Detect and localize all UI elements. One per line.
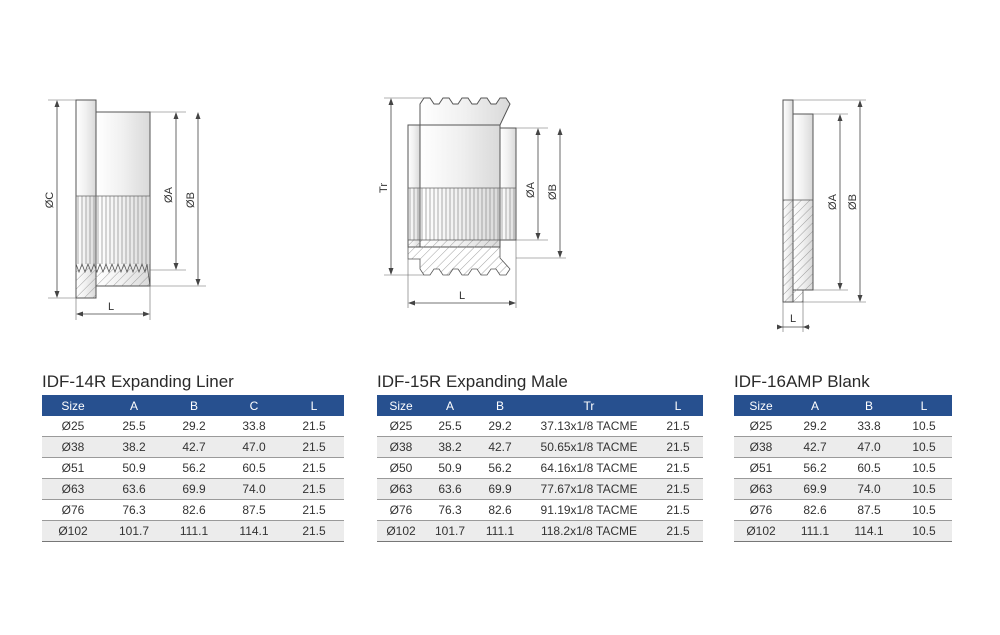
liner-title: IDF-14R Expanding Liner [42, 372, 234, 391]
male-title: IDF-15R Expanding Male [377, 372, 568, 391]
table-row [734, 416, 952, 437]
cell: 82.6 [164, 500, 224, 521]
cell: 47.0 [224, 437, 284, 458]
cell: 21.5 [653, 479, 703, 500]
liner-table [42, 395, 344, 542]
cell: 21.5 [653, 416, 703, 437]
cell: Ø76 [377, 500, 425, 521]
liner-header-a: A [104, 395, 164, 416]
cell: 21.5 [653, 458, 703, 479]
cell: Ø63 [377, 479, 425, 500]
cell: 42.7 [788, 437, 842, 458]
liner-header-row [42, 395, 344, 416]
cell: 69.9 [164, 479, 224, 500]
table-row [42, 437, 344, 458]
cell: 21.5 [653, 437, 703, 458]
cell: 77.67x1/8 TACME [525, 479, 653, 500]
cell: Ø50 [377, 458, 425, 479]
cell: 56.2 [164, 458, 224, 479]
table-row [377, 437, 703, 458]
cell: 10.5 [896, 416, 952, 437]
table-row [377, 458, 703, 479]
cell: 10.5 [896, 479, 952, 500]
blank-hatch [783, 200, 813, 302]
cell: 82.6 [475, 500, 525, 521]
cell: 56.2 [788, 458, 842, 479]
table-row [42, 479, 344, 500]
cell: 101.7 [425, 521, 475, 542]
cell: 21.5 [284, 521, 344, 542]
cell: Ø25 [734, 416, 788, 437]
cell: 21.5 [284, 500, 344, 521]
male-header-a: A [425, 395, 475, 416]
cell: 60.5 [842, 458, 896, 479]
cell: 10.5 [896, 521, 952, 542]
cell: 76.3 [425, 500, 475, 521]
male-dim-a-label: ØA [525, 182, 537, 198]
cell: 111.1 [164, 521, 224, 542]
blank-table [734, 395, 952, 542]
male-table [377, 395, 703, 542]
cell: 42.7 [164, 437, 224, 458]
cell: 50.9 [104, 458, 164, 479]
cell: 42.7 [475, 437, 525, 458]
table-row [42, 500, 344, 521]
cell: 114.1 [224, 521, 284, 542]
liner-dim-b-label: ØB [185, 192, 197, 208]
table-row [734, 479, 952, 500]
table-row [42, 521, 344, 542]
male-hatch [408, 188, 516, 240]
cell: 74.0 [842, 479, 896, 500]
table-row [734, 458, 952, 479]
blank-panel [734, 371, 952, 542]
cell: Ø76 [42, 500, 104, 521]
cell: 29.2 [788, 416, 842, 437]
male-header-tr: Tr [525, 395, 653, 416]
cell: Ø102 [42, 521, 104, 542]
cell: 63.6 [104, 479, 164, 500]
cell: 64.16x1/8 TACME [525, 458, 653, 479]
male-header-size: Size [377, 395, 425, 416]
table-row [377, 521, 703, 542]
cell: 87.5 [224, 500, 284, 521]
cell: 29.2 [164, 416, 224, 437]
cell: 10.5 [896, 437, 952, 458]
blank-dim-a-label: ØA [827, 194, 839, 210]
blank-header-b: B [842, 395, 896, 416]
cell: Ø51 [734, 458, 788, 479]
cell: 76.3 [104, 500, 164, 521]
liner-header-b: B [164, 395, 224, 416]
blank-dim-b-label: ØB [847, 194, 859, 210]
cell: Ø76 [734, 500, 788, 521]
male-header-row [377, 395, 703, 416]
cell: 74.0 [224, 479, 284, 500]
table-row [377, 479, 703, 500]
male-dim-b-label: ØB [547, 184, 559, 200]
cell: 21.5 [284, 479, 344, 500]
blank-dim-l-label: L [789, 313, 797, 325]
table-row [734, 437, 952, 458]
liner-header-l: L [284, 395, 344, 416]
cell: 111.1 [475, 521, 525, 542]
cell: Ø63 [734, 479, 788, 500]
cell: 111.1 [788, 521, 842, 542]
cell: Ø25 [42, 416, 104, 437]
cell: Ø63 [42, 479, 104, 500]
cell: 10.5 [896, 458, 952, 479]
cell: 91.19x1/8 TACME [525, 500, 653, 521]
cell: 37.13x1/8 TACME [525, 416, 653, 437]
blank-header-size: Size [734, 395, 788, 416]
male-dim-l-label: L [458, 290, 466, 302]
cell: 25.5 [425, 416, 475, 437]
table-row [42, 416, 344, 437]
liner-hatch [76, 196, 150, 264]
cell: 10.5 [896, 500, 952, 521]
cell: 56.2 [475, 458, 525, 479]
liner-dim-c-label: ØC [44, 191, 56, 209]
blank-drawing [777, 100, 866, 332]
cell: 33.8 [842, 416, 896, 437]
cell: 25.5 [104, 416, 164, 437]
cell: 69.9 [475, 479, 525, 500]
cell: Ø25 [377, 416, 425, 437]
cell: Ø38 [734, 437, 788, 458]
male-header-b: B [475, 395, 525, 416]
table-row [734, 521, 952, 542]
cell: 21.5 [653, 521, 703, 542]
cell: 38.2 [425, 437, 475, 458]
cell: 60.5 [224, 458, 284, 479]
cell: 118.2x1/8 TACME [525, 521, 653, 542]
liner-dim-l-label: L [107, 301, 115, 313]
liner-dim-a-label: ØA [163, 187, 175, 203]
cell: 114.1 [842, 521, 896, 542]
cell: Ø38 [42, 437, 104, 458]
cell: 87.5 [842, 500, 896, 521]
cell: 33.8 [224, 416, 284, 437]
male-dim-tr-label: Tr [378, 183, 390, 193]
cell: Ø51 [42, 458, 104, 479]
cell: 63.6 [425, 479, 475, 500]
male-thread-bottom [408, 240, 510, 275]
table-row [377, 416, 703, 437]
male-panel [377, 371, 703, 542]
cell: 47.0 [842, 437, 896, 458]
cell: 29.2 [475, 416, 525, 437]
cell: Ø102 [377, 521, 425, 542]
table-row [42, 458, 344, 479]
table-row [377, 500, 703, 521]
liner-drawing [44, 100, 206, 320]
male-thread-top [420, 98, 510, 125]
liner-panel [42, 371, 344, 542]
blank-header-l: L [896, 395, 952, 416]
male-header-l: L [653, 395, 703, 416]
cell: 101.7 [104, 521, 164, 542]
blank-header-a: A [788, 395, 842, 416]
blank-title: IDF-16AMP Blank [734, 372, 870, 391]
cell: 82.6 [788, 500, 842, 521]
liner-header-size: Size [42, 395, 104, 416]
blank-header-row [734, 395, 952, 416]
male-drawing [378, 98, 566, 308]
cell: Ø102 [734, 521, 788, 542]
cell: 50.9 [425, 458, 475, 479]
cell: 38.2 [104, 437, 164, 458]
cell: 21.5 [284, 416, 344, 437]
cell: 69.9 [788, 479, 842, 500]
liner-header-c: C [224, 395, 284, 416]
cell: 21.5 [653, 500, 703, 521]
cell: 50.65x1/8 TACME [525, 437, 653, 458]
cell: Ø38 [377, 437, 425, 458]
table-row [734, 500, 952, 521]
cell: 21.5 [284, 437, 344, 458]
cell: 21.5 [284, 458, 344, 479]
